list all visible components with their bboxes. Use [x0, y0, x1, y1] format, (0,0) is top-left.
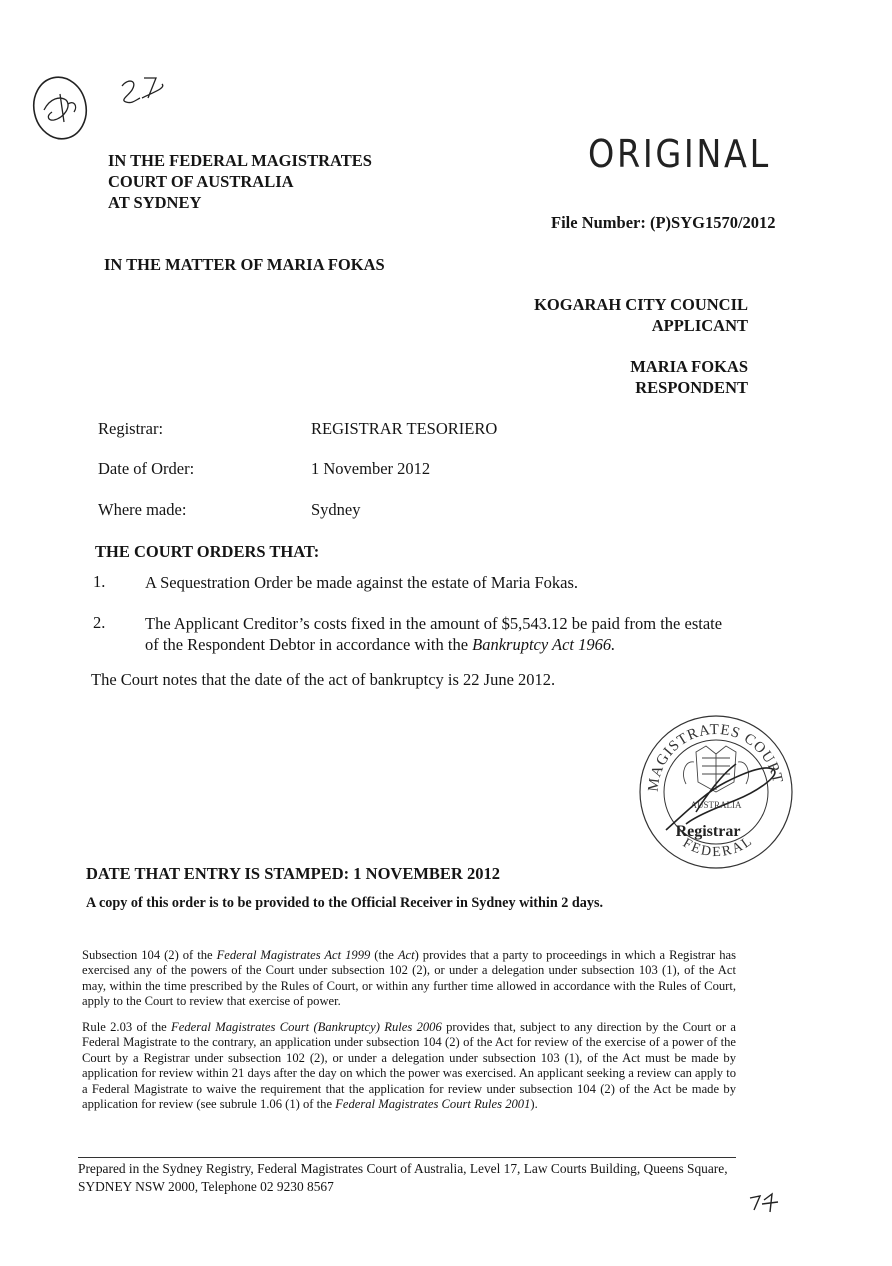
registrar-value: REGISTRAR TESORIERO: [311, 419, 498, 438]
order-1-number: 1.: [93, 572, 106, 591]
court-seal: [630, 700, 796, 872]
applicant-name: KOGARAH CITY COUNCIL: [534, 295, 748, 314]
where-value: Sydney: [311, 500, 361, 519]
seal-bottom-text: FEDERAL: [679, 833, 757, 861]
footer-registry: Prepared in the Sydney Registry, Federal Magistrates Court of Australia, Level 17, Law Courts Building, Queens Square, SYDNEY NSW 2000, Telephone 02 9230 8567: [78, 1161, 728, 1194]
date-label: Date of Order:: [98, 459, 195, 478]
applicant-role: APPLICANT: [651, 316, 748, 335]
copy-notice: A copy of this order is to be provided to the Official Receiver in Sydney within 2 days.: [86, 895, 604, 911]
review-paragraph-2: [82, 1020, 736, 1112]
p2-text-c: provides that, subject to any direction by the Court or a Federal Magistrate to the contrary, an application under subsection 104 (2) of the Act for review of the exercise of a power of the Court by a Registrar under subsection 102 (2), or under a delegation under subsection 103 (1), of the Act must be made by application for review within 21 days after the day on which the power was exercised. An applicant seeking a review can apply to a Federal Magistrate to waive the requirement that the application for review under subsection 104 (2) of the Act be made by application for review (see subrule 1.06 (1) of the: [82, 1020, 737, 1112]
respondent-name: MARIA FOKAS: [630, 357, 748, 376]
applicant-block: [534, 294, 748, 336]
respondent-block: [630, 356, 748, 398]
handwritten-number: [110, 76, 111, 77]
p2-text-a: Rule 2.03 of the: [82, 1020, 172, 1034]
seal-center-text: AUSTRALIA: [690, 800, 742, 810]
p1-act-name: Federal Magistrates Act 1999: [216, 948, 371, 962]
where-label: Where made:: [98, 500, 187, 519]
p2-rules-name: Federal Magistrates Court (Bankruptcy) Rules 2006: [171, 1020, 442, 1034]
seal-ring-text: MAGISTRATES COURT OF AUSTRALIA: [630, 700, 786, 793]
order-2-text-main: The Applicant Creditor’s costs fixed in the amount of $5,543.12 be paid from the estate of the Respondent Debtor in accordance with the: [145, 614, 723, 654]
court-line-2: COURT OF AUSTRALIA: [108, 172, 294, 191]
order-2-number: 2.: [93, 613, 106, 632]
original-stamp: ORIGINAL: [588, 132, 771, 176]
orders-heading: THE COURT ORDERS THAT:: [95, 542, 320, 561]
p1-text-c: (the: [370, 948, 398, 962]
order-2-act-name: Bankruptcy Act 1966.: [472, 635, 616, 654]
handwritten-circle-mark: [30, 70, 170, 150]
entry-stamped-date: DATE THAT ENTRY IS STAMPED: 1 NOVEMBER 2012: [86, 864, 500, 883]
handwritten-page-mark: [748, 1190, 788, 1216]
matter-title: IN THE MATTER OF MARIA FOKAS: [104, 255, 385, 274]
review-paragraph-1: [82, 948, 736, 1010]
p2-text-e: ).: [530, 1097, 538, 1112]
p1-text-a: Subsection 104 (2) of the: [82, 948, 217, 962]
bankruptcy-date-note: The Court notes that the date of the act of bankruptcy is 22 June 2012.: [91, 670, 556, 689]
order-1-text: A Sequestration Order be made against the estate of Maria Fokas.: [145, 573, 578, 592]
court-line-1: IN THE FEDERAL MAGISTRATES: [108, 151, 372, 170]
seal-registrar-label: Registrar: [675, 823, 741, 840]
date-value: 1 November 2012: [311, 459, 431, 478]
p1-text-e: ) provides that a party to proceedings in which a Registrar has exercised any of the powers of the Court under subsection 102 (2), or under a delegation under subsection 103 (1), of the Act may, within the time prescribed by the Rules of Court, or within any further time allowed in accordance with the Rules of Court, apply to the Court to review that exercise of power.: [82, 948, 736, 1009]
court-line-3: AT SYDNEY: [108, 193, 202, 212]
order-2-text: [145, 613, 725, 655]
file-number: File Number: (P)SYG1570/2012: [551, 213, 776, 232]
court-name: [108, 150, 428, 213]
respondent-role: RESPONDENT: [635, 378, 748, 397]
footer-divider: [78, 1157, 736, 1158]
page-mark-text: [750, 1196, 751, 1197]
p1-act-short: Act: [397, 948, 415, 962]
coat-of-arms-icon: [684, 746, 749, 792]
p2-court-rules: Federal Magistrates Court Rules 2001: [335, 1097, 531, 1112]
registrar-label: Registrar:: [98, 419, 164, 438]
